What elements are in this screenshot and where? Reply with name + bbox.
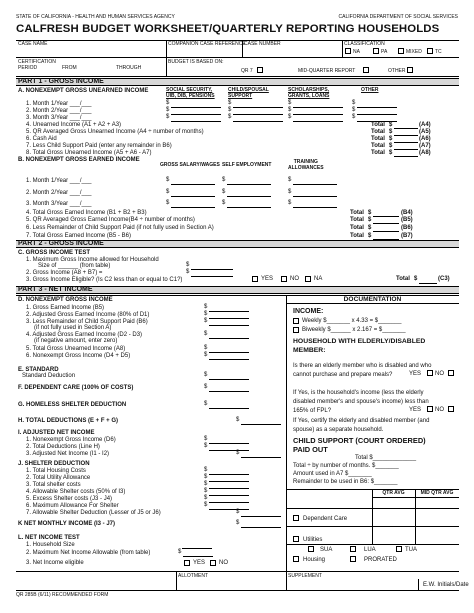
a-total-label: Total <box>371 150 385 156</box>
section-i-title: I. ADJUSTED NET INCOME <box>18 430 95 436</box>
b-amount-field[interactable] <box>293 207 337 208</box>
b-row-label: 1. Month 1/Year ___/___ <box>26 178 92 184</box>
housing-label: Housing <box>303 557 326 563</box>
supplement-label: SUPPLEMENT <box>288 573 322 579</box>
a-dollar: $ <box>166 107 170 113</box>
c3-total-label: Total <box>396 276 410 282</box>
qr7-checkbox[interactable] <box>257 67 263 73</box>
pa-checkbox[interactable] <box>373 48 379 54</box>
c2-label: 2. Gross Income (A8 + B7) = <box>26 270 103 276</box>
b-total-code: (B5) <box>401 217 413 223</box>
cert-period-label: CERTIFICATION PERIOD <box>18 59 56 71</box>
b-amount-field[interactable] <box>171 207 215 208</box>
section-b-title: B. NONEXEMPT GROSS EARNED INCOME <box>18 157 140 163</box>
c2-dollar: $ <box>186 269 190 275</box>
housing-checkbox[interactable] <box>293 556 299 562</box>
other-checkbox[interactable] <box>407 67 413 73</box>
b-total-field[interactable] <box>373 216 399 217</box>
a-amount-field[interactable] <box>233 114 283 115</box>
b-dollar: $ <box>166 200 170 206</box>
d-dollar: $ <box>204 304 208 310</box>
a-dollar: $ <box>352 100 356 106</box>
b-amount-field[interactable] <box>293 184 337 185</box>
section-e-title: E. STANDARD <box>18 367 59 373</box>
from-label: FROM <box>62 65 77 71</box>
b-amount-field[interactable] <box>227 207 271 208</box>
a-amount-field[interactable] <box>233 107 283 108</box>
section-h-title: H. TOTAL DEDUCTIONS (E + F + G) <box>18 418 119 424</box>
b-row-label: 7. Total Gross Earned Income (B5 - B6) <box>26 233 131 239</box>
col-self-employment: SELF EMPLOYMENT <box>222 162 272 168</box>
i-row-label: 2. Total Deductions (Line H) <box>26 444 100 450</box>
c1-field[interactable] <box>191 269 233 270</box>
b-dollar: $ <box>166 177 170 183</box>
lua-checkbox[interactable] <box>350 546 356 552</box>
a-total-dollar: $ <box>389 136 393 142</box>
allotment-label: ALLOTMENT <box>178 573 209 579</box>
g-dollar: $ <box>204 401 208 407</box>
sua-checkbox[interactable] <box>308 546 314 552</box>
a-total-field[interactable] <box>394 128 418 129</box>
case-number-field[interactable] <box>244 47 340 56</box>
l1-label: 1. Household Size <box>26 542 75 548</box>
a-amount-field[interactable] <box>357 107 397 108</box>
cs-total: Total $_____________ <box>355 455 417 461</box>
k-dollar: $ <box>236 520 240 526</box>
j-amount-field[interactable] <box>209 488 249 489</box>
h-field[interactable] <box>241 424 281 425</box>
mid-quarter-checkbox[interactable] <box>363 67 369 73</box>
case-name-field[interactable] <box>18 47 164 56</box>
col-scholarships: SCHOLARSHIPS, GRANTS, LOANS <box>288 87 330 99</box>
i-row-label: 1. Nonexempt Gross Income (D6) <box>26 437 116 443</box>
page-title: CALFRESH BUDGET WORKSHEET/QUARTERLY REPORTING HOUSEHOLDS <box>16 23 440 35</box>
doc-income: INCOME: <box>293 308 324 315</box>
a-amount-field[interactable] <box>293 107 343 108</box>
a-dollar: $ <box>288 100 292 106</box>
i-amount-field[interactable] <box>209 450 249 451</box>
doc-q3: If Yes, certify the elderly and disabled member (and spouse) as a separate household. <box>293 418 430 433</box>
c3-na-checkbox[interactable] <box>305 276 311 282</box>
other-label: OTHER <box>388 68 406 74</box>
agency-left: STATE OF CALIFORNIA - HEALTH AND HUMAN SERVICES AGENCY <box>16 14 175 20</box>
doc-q1: Is there an elderly member who is disabled and who cannot purchase and prepare meals? <box>293 363 432 378</box>
a-dollar: $ <box>352 114 356 120</box>
a-amount-field[interactable] <box>171 121 221 122</box>
c1-label: 1. Maximum Gross Income allowed for Household <box>26 257 159 263</box>
j-row-label: 1. Total Housing Costs <box>26 468 86 474</box>
d-row-label: 1. Gross Earned Income (B5) <box>26 305 105 311</box>
l3-no: NO <box>219 560 228 566</box>
k-field[interactable] <box>241 527 281 528</box>
b-amount-field[interactable] <box>227 196 271 197</box>
a-total-label: Total <box>371 143 385 149</box>
section-l-title: L. NET INCOME TEST <box>18 535 80 541</box>
j-row-label: 4. Allowable Shelter costs (50% of I3) <box>26 489 126 495</box>
d-amount-field[interactable] <box>209 325 249 326</box>
biweekly-label: Biweekly $______ x 2.167 = $_______ <box>302 327 406 333</box>
d-amount-field[interactable] <box>209 338 249 339</box>
tua-label: TUA <box>405 547 417 553</box>
b-row-label: 3. Month 3/Year ___/___ <box>26 201 92 207</box>
j-amount-field[interactable] <box>209 481 249 482</box>
g-field[interactable] <box>209 408 249 409</box>
j-dollar: $ <box>204 488 208 494</box>
b-total-dollar: $ <box>368 210 372 216</box>
b-row-label: 6. Less Remainder of Child Support Paid (if not fully used in Section A) <box>26 225 214 231</box>
q2-yes-checkbox[interactable] <box>427 406 433 412</box>
doc-q2: If Yes, is the household's income (less the elderly disabled member's and spouse's income) less than 165% of FPL? <box>293 390 429 414</box>
qr7-label: QR 7 <box>241 68 253 74</box>
a-dollar: $ <box>228 114 232 120</box>
l2-label: 2. Maximum Net Income Allowable (from table) <box>26 550 151 556</box>
b-amount-field[interactable] <box>171 196 215 197</box>
section-a-title: A. NONEXEMPT GROSS UNEARNED INCOME <box>18 88 149 94</box>
a-row-label: 7. Less Child Support Paid (enter any remainder in B6) <box>26 143 172 149</box>
mid-quarter-label: MID-QUARTER REPORT <box>298 68 356 74</box>
l3-yes: YES <box>193 560 206 566</box>
b-total-label: Total <box>350 217 364 223</box>
j-amount-field[interactable] <box>209 509 249 510</box>
prorated-checkbox[interactable] <box>350 556 356 562</box>
a-total-field[interactable] <box>394 156 418 157</box>
a-row-label: 8. Total Gross Unearned Income (A5 + A6 - A7) <box>26 150 152 156</box>
j-dollar: $ <box>204 502 208 508</box>
c1b-label: Size of ______ (from table) <box>38 263 111 269</box>
doc-hh-elderly: HOUSEHOLD WITH ELDERLY/DISABLED MEMBER: <box>293 338 426 354</box>
c3-yes: YES <box>261 276 274 282</box>
i-dollar: $ <box>204 443 208 449</box>
j-amount-field[interactable] <box>209 474 249 475</box>
d-row-label: 4. Adjusted Gross Earned Income (D2 - D3) <box>26 332 143 338</box>
d-dollar: $ <box>204 311 208 317</box>
i-amount-field[interactable] <box>241 457 281 458</box>
c3-code: (C3) <box>438 276 450 282</box>
utilities-checkbox[interactable] <box>293 536 299 542</box>
d-row-label: (if negative amount, enter zero) <box>34 338 118 344</box>
a-row-label: 2. Month 2/Year ___/___ <box>26 108 92 114</box>
c3-yes-checkbox[interactable] <box>252 276 258 282</box>
q1-yes: YES <box>409 371 422 377</box>
part1-title: PART 1 - GROSS INCOME <box>18 78 104 85</box>
c3-no: NO <box>290 276 299 282</box>
biweekly-checkbox[interactable] <box>293 327 299 333</box>
c3-total-dollar: $ <box>414 276 418 282</box>
mid-qtr-avg-header: MID QTR AVG <box>420 490 454 496</box>
part2-title: PART 2 - GROSS INCOME <box>18 240 104 247</box>
section-c-title: C. GROSS INCOME TEST <box>18 250 91 256</box>
d-amount-field[interactable] <box>209 318 249 319</box>
b-total-field[interactable] <box>373 231 399 232</box>
c3-total-field[interactable] <box>419 283 437 284</box>
a-total-label: Total <box>371 129 385 135</box>
sua-label: SUA <box>320 547 333 553</box>
d-dollar: $ <box>204 331 208 337</box>
l1-field[interactable] <box>182 548 212 549</box>
a-total-code: (A6) <box>419 136 431 142</box>
b-total-label: Total <box>350 233 364 239</box>
i-dollar: $ <box>204 436 208 442</box>
b-total-dollar: $ <box>368 233 372 239</box>
b-total-dollar: $ <box>368 225 372 231</box>
j-row-label: 7. Allowable Shelter Deduction (Lesser of J5 or J6) <box>26 510 161 516</box>
c3-no-checkbox[interactable] <box>281 276 287 282</box>
d-row-label: 2. Adjusted Gross Earned Income (80% of D1) <box>26 312 150 318</box>
h-dollar: $ <box>236 417 240 423</box>
a-total-field[interactable] <box>394 135 418 136</box>
qtr-avg-header: QTR AVG <box>382 490 405 496</box>
b-total-code: (B4) <box>401 210 413 216</box>
j-dollar: $ <box>204 467 208 473</box>
e-field[interactable] <box>209 379 249 380</box>
a-amount-field[interactable] <box>171 114 221 115</box>
a-dollar: $ <box>228 107 232 113</box>
l3-label: 3. Net Income eligible <box>26 560 84 566</box>
agency-right: CALIFORNIA DEPARTMENT OF SOCIAL SERVICES <box>338 14 458 20</box>
b-dollar: $ <box>288 189 292 195</box>
b-total-label: Total <box>350 210 364 216</box>
d-row-label: 3. Less Remainder of Child Support Paid (B6) <box>26 319 148 325</box>
a-total-code: (A4) <box>419 122 431 128</box>
doc-title: DOCUMENTATION <box>343 296 402 303</box>
section-j-title: J. SHELTER DEDUCTION <box>18 461 90 467</box>
a-row-label: 5. QR Averaged Gross Unearned Income (A4 ÷ number of months) <box>26 129 204 135</box>
a-total-field[interactable] <box>394 149 418 150</box>
a-total-dollar: $ <box>389 122 393 128</box>
a-total-dollar: $ <box>389 150 393 156</box>
section-e-sub: Standard Deduction <box>22 373 76 379</box>
j-dollar: $ <box>204 481 208 487</box>
b-dollar: $ <box>288 177 292 183</box>
q2-no: NO <box>435 407 444 413</box>
j-amount-field[interactable] <box>209 502 249 503</box>
a-amount-field[interactable] <box>293 114 343 115</box>
a-dollar: $ <box>228 100 232 106</box>
col-other: OTHER <box>361 87 379 93</box>
a-dollar: $ <box>352 107 356 113</box>
a-row-label: 4. Unearned Income (A1 + A2 + A3) <box>26 122 122 128</box>
l3-no-checkbox[interactable] <box>210 560 216 566</box>
b-total-code: (B6) <box>401 225 413 231</box>
section-f-title: F. DEPENDENT CARE (100% OF COSTS) <box>18 385 134 391</box>
through-label: THROUGH <box>116 65 142 71</box>
a-dollar: $ <box>288 114 292 120</box>
a-row-label: 3. Month 3/Year ___/___ <box>26 115 92 121</box>
a-amount-field[interactable] <box>357 114 397 115</box>
mixed-checkbox[interactable] <box>398 48 404 54</box>
f-field[interactable] <box>209 391 249 392</box>
b-dollar: $ <box>222 189 226 195</box>
na-label: NA <box>353 49 360 55</box>
f-dollar: $ <box>204 384 208 390</box>
cs-title: CHILD SUPPORT (COURT ORDERED) PAID OUT <box>293 436 426 454</box>
col-child-support: CHILD/SPOUSAL SUPPORT <box>228 87 269 99</box>
l2-field[interactable] <box>183 556 213 557</box>
a-row-label: 6. Cash Aid <box>26 136 57 142</box>
cs-divided: Total ÷ by number of months. $_______ <box>293 463 399 469</box>
dependent-care-label: Dependent Care <box>303 516 348 522</box>
d-amount-field[interactable] <box>209 352 249 353</box>
j-amount-field[interactable] <box>209 495 249 496</box>
a-total-label: Total <box>371 122 385 128</box>
tc-label: TC <box>435 49 442 55</box>
j-dollar: $ <box>236 509 240 515</box>
b-amount-field[interactable] <box>227 184 271 185</box>
a-total-dollar: $ <box>389 143 393 149</box>
d-amount-field[interactable] <box>209 359 249 360</box>
ew-initials: E.W. Initials/Date <box>423 582 469 588</box>
cs-a7: Amount used in A7 $_______ <box>293 471 372 477</box>
e-dollar: $ <box>204 372 208 378</box>
dependent-care-checkbox[interactable] <box>293 515 299 521</box>
d-amount-field[interactable] <box>209 311 249 312</box>
case-name-label: CASE NAME <box>18 41 48 47</box>
a-total-code: (A8) <box>419 150 431 156</box>
j-row-label: 6. Maximum Allowance For Shelter <box>26 503 119 509</box>
cs-b6: Remainder to be used in B6: $_______ <box>293 479 398 485</box>
d-dollar: $ <box>204 352 208 358</box>
tua-checkbox[interactable] <box>396 546 402 552</box>
form-id: QR 285B (6/11) RECOMMENDED FORM <box>16 592 109 598</box>
c2-field[interactable] <box>191 276 233 277</box>
c3-label: 3. Gross Income Eligible? (Is C2 less than or equal to C1?) <box>26 277 183 283</box>
i-amount-field[interactable] <box>209 443 249 444</box>
col-gross-salary: GROSS SALARY/WAGES <box>160 162 220 168</box>
col-social-security: SOCIAL SECURITY, UIB, DIB, PENSIONS <box>166 87 215 99</box>
b-amount-field[interactable] <box>293 196 337 197</box>
prorated-label: PRORATED <box>364 557 397 563</box>
d-row-label: 6. Nonexempt Gross Income (D4 + D5) <box>26 353 131 359</box>
section-d-title: D. NONEXEMPT GROSS INCOME <box>18 297 113 303</box>
tc-checkbox[interactable] <box>427 48 433 54</box>
col-training: TRAINING ALLOWANCES <box>288 159 324 171</box>
q1-yes-checkbox[interactable] <box>427 370 433 376</box>
a-dollar: $ <box>166 114 170 120</box>
lua-label: LUA <box>364 547 376 553</box>
j-dollar: $ <box>204 474 208 480</box>
b-dollar: $ <box>166 189 170 195</box>
a-total-code: (A7) <box>419 143 431 149</box>
a-total-field[interactable] <box>394 142 418 143</box>
d-row-label: 5. Total Gross Unearned Income (A8) <box>26 346 126 352</box>
b-total-code: (B7) <box>401 233 413 239</box>
c1-dollar: $ <box>186 262 190 268</box>
companion-label: COMPANION CASE REFERENCE <box>168 41 246 47</box>
b-total-label: Total <box>350 225 364 231</box>
a-dollar: $ <box>288 107 292 113</box>
a-total-code: (A5) <box>419 129 431 135</box>
b-row-label: 2. Month 2/Year ___/___ <box>26 190 92 196</box>
i-row-label: 3. Adjusted Net Income (I1 - I2) <box>26 451 110 457</box>
q2-no-checkbox[interactable] <box>448 406 454 412</box>
b-dollar: $ <box>222 200 226 206</box>
mixed-label: MIXED <box>406 49 422 55</box>
a-total-label: Total <box>371 136 385 142</box>
pa-label: PA <box>381 49 388 55</box>
q1-no: NO <box>435 371 444 377</box>
section-k-title: K NET MONTHLY INCOME (I3 - J7) <box>18 521 116 527</box>
a-total-dollar: $ <box>389 129 393 135</box>
j-dollar: $ <box>204 495 208 501</box>
a-amount-field[interactable] <box>171 107 221 108</box>
q1-no-checkbox[interactable] <box>448 370 454 376</box>
b-row-label: 5. QR Averaged Gross Earned Income(B4 ÷ number of months) <box>26 217 195 223</box>
j-row-label: 2. Total Utility Allowance <box>26 475 91 481</box>
b-amount-field[interactable] <box>171 184 215 185</box>
j-amount-field[interactable] <box>241 516 281 517</box>
a-amount-field[interactable] <box>293 121 343 122</box>
a-dollar: $ <box>166 100 170 106</box>
b-dollar: $ <box>288 200 292 206</box>
na-checkbox[interactable] <box>345 48 351 54</box>
d-dollar: $ <box>204 318 208 324</box>
i-dollar: $ <box>236 450 240 456</box>
d-dollar: $ <box>204 345 208 351</box>
l2-dollar: $ <box>178 549 182 555</box>
q2-yes: YES <box>409 407 422 413</box>
d-row-label: (if not fully used in Section A) <box>34 325 112 331</box>
b-total-dollar: $ <box>368 217 372 223</box>
section-g-title: G. HOMELESS SHELTER DEDUCTION <box>18 402 127 408</box>
weekly-checkbox[interactable] <box>293 318 299 324</box>
part3-title: PART 3 - NET INCOME <box>18 286 93 293</box>
budget-based-label: BUDGET IS BASED ON: <box>168 59 224 65</box>
j-row-label: 3. Total shelter costs <box>26 482 81 488</box>
b-row-label: 4. Total Gross Earned Income (B1 + B2 + B3) <box>26 210 147 216</box>
c3-na: NA <box>314 276 323 282</box>
case-number-label: CASE NUMBER <box>244 41 281 47</box>
b-total-field[interactable] <box>373 223 399 224</box>
j-row-label: 5. Excess Shelter costs (J3 - J4) <box>26 496 113 502</box>
utilities-label: Utilities <box>303 537 323 543</box>
b-dollar: $ <box>222 177 226 183</box>
a-row-label: 1. Month 1/Year ___/___ <box>26 101 92 107</box>
weekly-label: Weekly $_______ x 4.33 = $_______ <box>302 318 402 324</box>
l3-yes-checkbox[interactable] <box>184 560 190 566</box>
a-amount-field[interactable] <box>233 121 283 122</box>
classification-label: CLASSIFICATION <box>344 41 385 47</box>
